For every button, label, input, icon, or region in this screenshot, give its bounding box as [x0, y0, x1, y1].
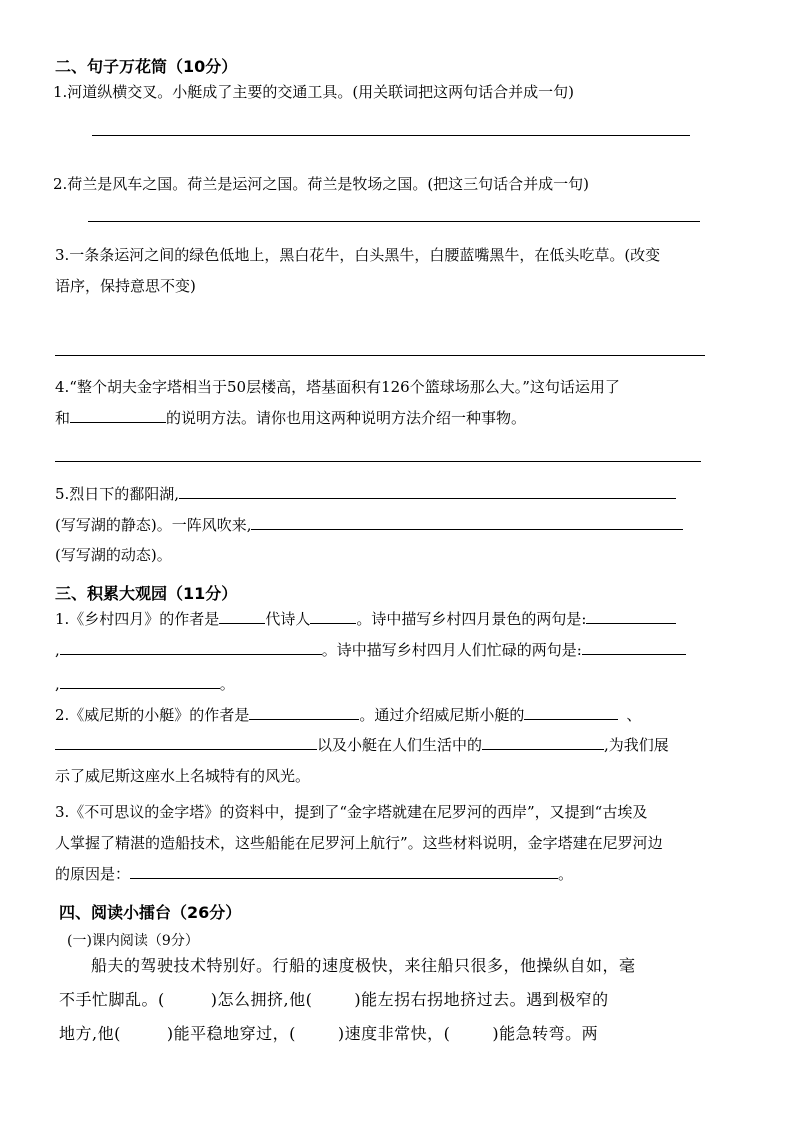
text: )能平稳地穿过，(: [166, 1024, 296, 1043]
answer-line[interactable]: [88, 221, 700, 222]
text: 5.烈日下的鄱阳湖,: [55, 485, 180, 503]
text: ,: [55, 675, 60, 693]
fill-blank[interactable]: [310, 609, 356, 624]
text: 不手忙脚乱。(: [59, 990, 165, 1009]
s3-question-1-line-3: [55, 674, 235, 694]
text: 的原因是：: [55, 865, 131, 883]
answer-line[interactable]: [55, 461, 701, 462]
passage-line-3: [59, 1024, 598, 1044]
s2-question-4-line-1: 4.“整个胡夫金字塔相当于50层楼高，塔基面积有126个篮球场那么大。”这句话运用了: [55, 378, 620, 396]
text: 1.《乡村四月》的作者是: [55, 610, 220, 628]
fill-blank[interactable]: [60, 640, 322, 655]
text: 的说明方法。请你也用这两种说明方法介绍一种事物。: [166, 409, 527, 427]
passage-line-2: [59, 990, 609, 1010]
s3-question-3-line-1: 3.《不可思议的金字塔》的资料中，提到了“金字塔就建在尼罗河的西岸”，又提到“古埃及: [55, 803, 648, 821]
text: )速度非常快，(: [337, 1024, 451, 1043]
text: (写写湖的静态)。一阵风吹来,: [55, 516, 252, 534]
section-3-title: 三、积累大观园（11分）: [55, 584, 238, 603]
text: 。: [558, 865, 574, 883]
s3-question-2-line-1: [55, 705, 641, 725]
section-2-title: 二、句子万花筒（10分）: [55, 57, 238, 76]
fill-blank[interactable]: [524, 705, 618, 720]
fill-blank[interactable]: [130, 864, 558, 879]
s3-question-1-line-2: [55, 640, 686, 660]
s3-question-3-line-3: [55, 864, 573, 884]
fill-blank[interactable]: [55, 735, 317, 750]
s4-subtitle: (一)课内阅读（9分）: [67, 933, 199, 949]
answer-line[interactable]: [92, 135, 690, 136]
fill-blank[interactable]: [70, 408, 166, 423]
text: )怎么拥挤,他(: [210, 990, 313, 1009]
answer-line[interactable]: [55, 355, 705, 356]
s2-question-5-line-3: (写写湖的动态)。: [55, 546, 172, 564]
s2-question-5-line-2: [55, 515, 683, 535]
text: ,: [55, 641, 60, 659]
s3-question-2-line-3: 示了威尼斯这座水上名城特有的风光。: [55, 767, 311, 785]
text: 。通过介绍威尼斯小艇的: [359, 706, 525, 724]
fill-blank[interactable]: [582, 640, 686, 655]
text: )能急转弯。两: [492, 1024, 599, 1043]
s3-question-1-line-1: [55, 609, 676, 629]
fill-blank[interactable]: [249, 705, 359, 720]
s2-question-3-line-1: 3.一条条运河之间的绿色低地上，黑白花牛，白头黑牛，白腰蓝嘴黑牛，在低头吃草。(改变: [55, 246, 661, 264]
text: 代诗人: [265, 610, 311, 628]
fill-blank[interactable]: [179, 484, 676, 499]
text: 地方,他(: [59, 1024, 121, 1043]
s2-question-5-line-1: [55, 484, 676, 504]
s2-question-2: 2.荷兰是风车之国。荷兰是运河之国。荷兰是牧场之国。(把这三句话合并成一句): [53, 175, 590, 193]
text: 2.《威尼斯的小艇》的作者是: [55, 706, 250, 724]
section-4-title: 四、阅读小擂台（26分）: [59, 903, 242, 922]
fill-blank[interactable]: [60, 674, 220, 689]
s2-question-1: 1.河道纵横交叉。小艇成了主要的交通工具。(用关联词把这两句话合并成一句): [53, 83, 575, 101]
s2-question-3-line-2: 语序，保持意思不变): [55, 277, 196, 295]
text: 和: [55, 409, 71, 427]
fill-blank[interactable]: [219, 609, 265, 624]
text: ,为我们展: [604, 736, 669, 754]
passage-line-1: 船夫的驾驶技术特别好。行船的速度极快，来往船只很多，他操纵自如，毫: [91, 956, 636, 975]
text: )能左拐右拐地挤过去。遇到极窄的: [354, 990, 609, 1009]
text: 以及小艇在人们生活中的: [317, 736, 483, 754]
fill-blank[interactable]: [586, 609, 676, 624]
text: 。诗中描写乡村四月景色的两句是:: [356, 610, 587, 628]
s3-question-3-line-2: 人掌握了精湛的造船技术，这些船能在尼罗河上航行”。这些材料说明，金字塔建在尼罗河边: [55, 834, 663, 852]
fill-blank[interactable]: [251, 515, 683, 530]
fill-blank[interactable]: [482, 735, 604, 750]
text: 。: [219, 675, 235, 693]
s3-question-2-line-2: [55, 735, 669, 755]
text: 。诗中描写乡村四月人们忙碌的两句是:: [321, 641, 582, 659]
text: 、: [626, 706, 642, 724]
s2-question-4-line-2: [55, 408, 526, 428]
